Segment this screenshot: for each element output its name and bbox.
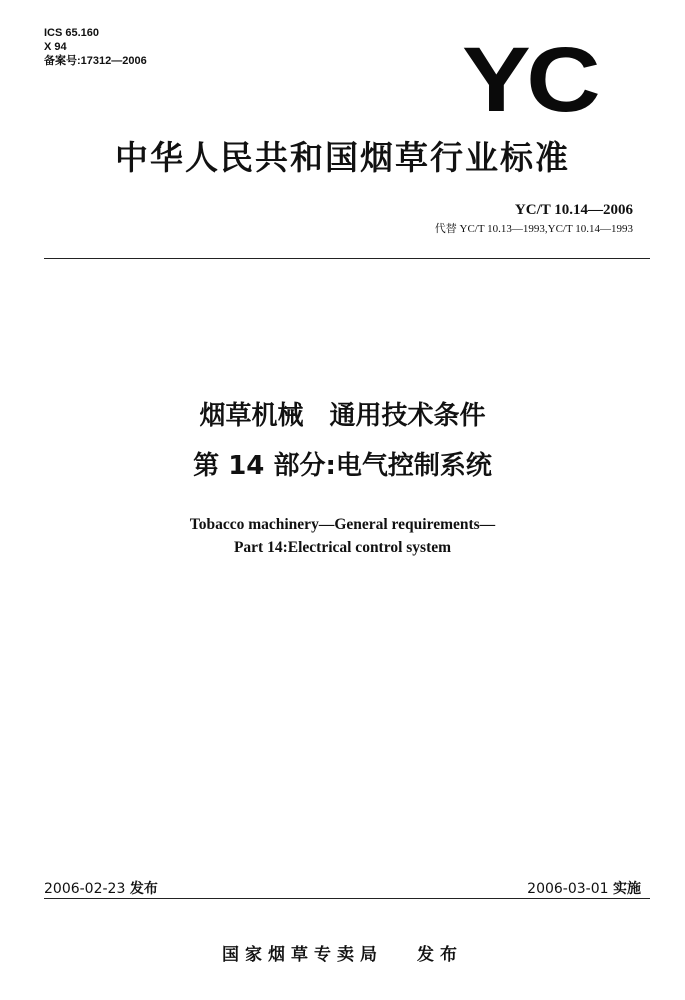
title-en-line2: Part 14:Electrical control system bbox=[233, 539, 452, 556]
publish-date-block bbox=[44, 878, 158, 898]
publisher-line bbox=[0, 940, 685, 965]
classification-code: X 94 bbox=[44, 41, 67, 53]
top-divider bbox=[44, 258, 650, 259]
standard-code: YC/T 10.14—2006 bbox=[514, 202, 633, 218]
standard-replaces: 代替 YC/T 10.13—1993,YC/T 10.14—1993 bbox=[434, 223, 633, 235]
ics-code: ICS 65.160 bbox=[44, 27, 100, 39]
publish-date: 2006-02-23 bbox=[44, 881, 126, 897]
implement-date: 2006-03-01 bbox=[527, 881, 609, 897]
record-number: 备案号:17312—2006 bbox=[44, 55, 147, 67]
title-en-line1: Tobacco machinery—General requirements— bbox=[189, 516, 496, 533]
publish-label: 发布 bbox=[129, 881, 158, 897]
implement-label: 实施 bbox=[613, 881, 641, 897]
document-metadata bbox=[44, 26, 147, 68]
implement-date-block bbox=[527, 878, 641, 898]
publisher-action: 发布 bbox=[417, 945, 463, 965]
yc-logo: YC bbox=[462, 29, 597, 131]
publisher-org: 国家烟草专卖局 bbox=[222, 945, 383, 965]
issuer-title: 中华人民共和国烟草行业标准 bbox=[115, 138, 570, 177]
bottom-divider bbox=[44, 898, 650, 899]
title-cn-line2: 第 14 部分:电气控制系统 bbox=[193, 451, 492, 481]
title-cn-line1: 烟草机械 通用技术条件 bbox=[199, 401, 486, 431]
